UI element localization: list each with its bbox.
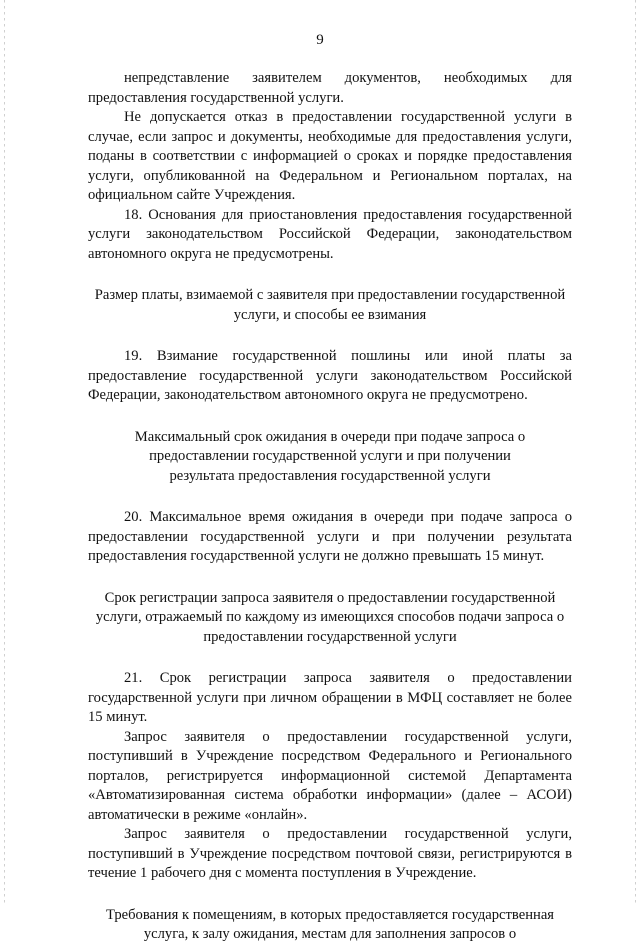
heading-fee: Размер платы, взимаемой с заявителя при предоставлении государственной услуги, и способы ее взимания bbox=[94, 287, 566, 323]
paragraph-19-fee: 19. Взимание государственной пошлины или иной платы за предоставление государственной услуги законодательством Российской Федерации, законодательством автономного округа не предусмотрено. bbox=[88, 348, 572, 403]
paragraph-18-suspension: 18. Основания для приостановления предоставления государственной услуги законодательством Российской Федерации, законодательством автономного округа не предусмотрены. bbox=[88, 206, 572, 262]
scan-edge-left bbox=[4, 0, 5, 905]
paragraph-no-refusal: Не допускается отказ в предоставлении государственной услуги в случае, если запрос и документы, необходимые для предоставления услуги, поданы в соответствии с информацией о сроках и порядке предоставления услуги, опубликованной на Федеральном и Региональном порталах, на официальном сайте Учреждения. bbox=[88, 109, 572, 203]
heading-registration-term: Срок регистрации запроса заявителя о предоставлении государственной услуги, отражаемый по каждому из имеющихся способов подачи запроса о предоставлении государственной услуги bbox=[95, 589, 565, 645]
document-body bbox=[88, 69, 572, 945]
paragraph-continuation: непредставление заявителем документов, необходимых для предоставления государственной услуги. bbox=[88, 70, 572, 106]
page-number: 9 bbox=[316, 32, 324, 48]
heading-premises-requirements: Требования к помещениям, в которых предоставляется государственная услуга, к залу ожидания, местам для заполнения запросов о bbox=[105, 906, 555, 942]
paragraph-portal-registration: Запрос заявителя о предоставлении государственной услуги, поступивший в Учреждение посредством Федерального и Регионального порталов, регистрируется информационной системой Департамента «Автоматизированная система обработки информации» (далее – АСОИ) автоматически в режиме «онлайн». bbox=[88, 728, 572, 823]
paragraph-21-registration: 21. Срок регистрации запроса заявителя о предоставлении государственной услуги при личном обращении в МФЦ составляет не более 15 минут. bbox=[88, 670, 572, 725]
paragraph-20-waiting: 20. Максимальное время ожидания в очереди при подаче запроса о предоставлении государственной услуги и при получении результата предоставления государственной услуги не должно превышать 15 минут. bbox=[88, 509, 572, 564]
paragraph-postal-registration: Запрос заявителя о предоставлении государственной услуги, поступивший в Учреждение посредством почтовой связи, регистрируются в течение 1 рабочего дня с момента поступления в Учреждение. bbox=[88, 826, 572, 881]
scan-edge-right bbox=[635, 0, 636, 905]
heading-waiting-time: Максимальный срок ожидания в очереди при подаче запроса о предоставлении государственной услуги и при получении результата предоставления государственной услуги bbox=[134, 428, 526, 484]
